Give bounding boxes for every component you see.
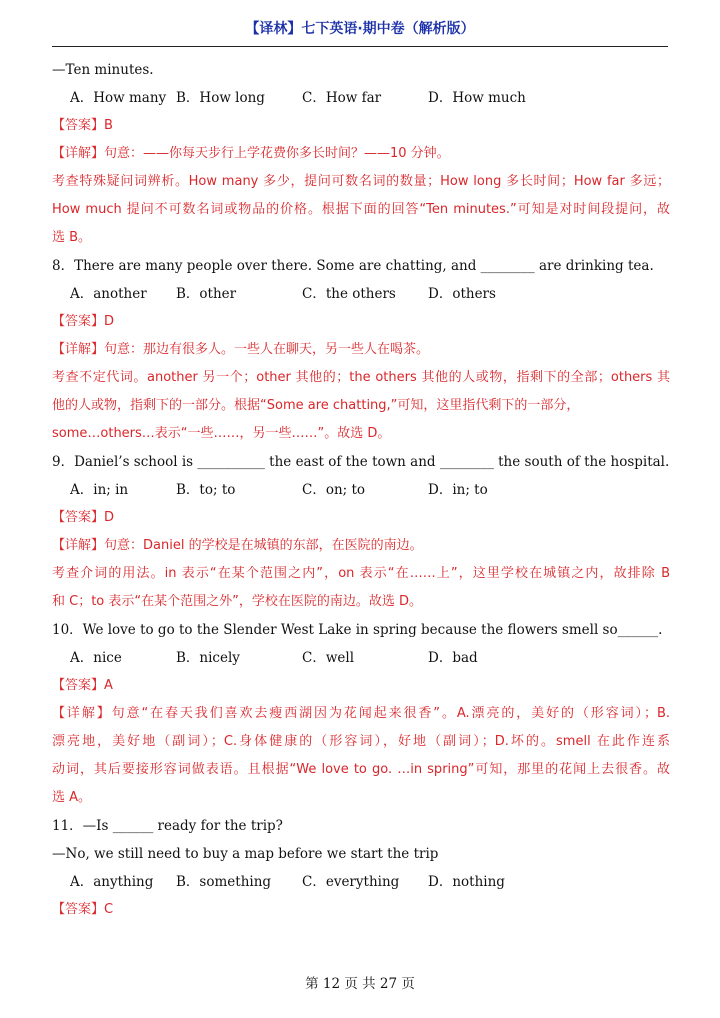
option-b: B．to; to xyxy=(176,482,236,498)
q8-explain-3: 他的人或物，指剩下的一部分。根据“Some are chatting,”可知，这里指代剩下的一部分， xyxy=(52,398,580,413)
option-d: D．bad xyxy=(428,650,478,666)
option-c: C．the others xyxy=(302,286,396,302)
q8-explain-4: some…others…表示“一些……，另一些……”。故选 D。 xyxy=(52,426,391,441)
q11-answer: 【答案】C xyxy=(52,902,114,917)
q7-reply: —Ten minutes. xyxy=(52,62,154,78)
q9-options xyxy=(52,476,670,504)
q11-options xyxy=(52,868,670,896)
q11-question: 11．—Is ______ ready for the trip? xyxy=(52,818,283,834)
q7-explain-3: How much 提问不可数名词或物品的价格。根据下面的回答“Ten minutes.”可知是对时间段提问，故 xyxy=(52,202,670,217)
q10-explain-3: 动词，其后要接形容词做表语。且根据“We love to go. …in spring”可知，那里的花闻上去很香。故 xyxy=(52,762,670,777)
option-a: A．anything xyxy=(70,874,154,890)
option-b: B．something xyxy=(176,874,272,890)
q7-explain-2: 考查特殊疑问词辨析。How many 多少，提问可数名词的数量；How long 多长时间；How far 多远； xyxy=(52,174,670,189)
q8-explain-2: 考查不定代词。another 另一个；other 其他的；the others 其他的人或物，指剩下的全部；others 其 xyxy=(52,370,670,385)
option-b: B．nicely xyxy=(176,650,240,666)
q10-answer: 【答案】A xyxy=(52,678,113,693)
option-c: C．everything xyxy=(302,874,400,890)
option-a: A．nice xyxy=(70,650,122,666)
q11-reply: —No, we still need to buy a map before we start the trip xyxy=(52,846,439,862)
q9-explain-1: 【详解】句意：Daniel 的学校是在城镇的东部，在医院的南边。 xyxy=(52,538,423,553)
q8-options xyxy=(52,280,670,308)
option-c: C．on; to xyxy=(302,482,366,498)
q8-answer: 【答案】D xyxy=(52,314,115,329)
option-c: C．well xyxy=(302,650,355,666)
option-a: A．in; in xyxy=(70,482,129,498)
q9-explain-2: 考查介词的用法。in 表示“在某个范围之内”，on 表示“在……上”，这里学校在城镇之内，故排除 B xyxy=(52,566,670,581)
q9-explain-3: 和 C；to 表示“在某个范围之外”，学校在医院的南边。故选 D。 xyxy=(52,594,423,609)
q9-answer: 【答案】D xyxy=(52,510,115,525)
option-b: B．other xyxy=(176,286,237,302)
option-d: D．How much xyxy=(428,90,526,106)
option-d: D．nothing xyxy=(428,874,505,890)
option-c: C．How far xyxy=(302,90,382,106)
q10-explain-4: 选 A。 xyxy=(52,790,92,805)
option-b: B．How long xyxy=(176,90,265,106)
q10-explain-1: 【详解】句意“在春天我们喜欢去瘦西湖因为花闻起来很香”。A.漂亮的，美好的（形容词）；B. xyxy=(52,706,670,721)
q10-question: 10．We love to go to the Slender West Lake in spring because the flowers smell so______. xyxy=(52,622,663,638)
q7-explain-1: 【详解】句意：——你每天步行上学花费你多长时间？——10 分钟。 xyxy=(52,146,450,161)
q8-explain-1: 【详解】句意：那边有很多人。一些人在聊天，另一些人在喝茶。 xyxy=(52,342,430,357)
page-header: 【译林】七下英语·期中卷（解析版） xyxy=(245,21,475,37)
option-d: D．in; to xyxy=(428,482,488,498)
q7-explain-4: 选 B。 xyxy=(52,230,92,245)
q7-answer: 【答案】B xyxy=(52,118,113,133)
q10-explain-2: 漂亮地，美好地（副词）；C.身体健康的（形容词），好地（副词）；D.坏的。smell 在此作连系 xyxy=(52,734,670,749)
document-body xyxy=(52,56,670,924)
q7-options xyxy=(52,84,670,112)
option-d: D．others xyxy=(428,286,496,302)
option-a: A．another xyxy=(70,286,147,302)
q8-question: 8．There are many people over there. Some are chatting, and ________ are drinking tea. xyxy=(52,258,654,274)
header-divider xyxy=(52,46,668,47)
q9-question: 9．Daniel’s school is __________ the east of the town and ________ the south of the hospital. xyxy=(52,454,670,470)
option-a: A．How many xyxy=(70,90,167,106)
page-number: 第 12 页 共 27 页 xyxy=(305,976,415,992)
q10-options xyxy=(52,644,670,672)
